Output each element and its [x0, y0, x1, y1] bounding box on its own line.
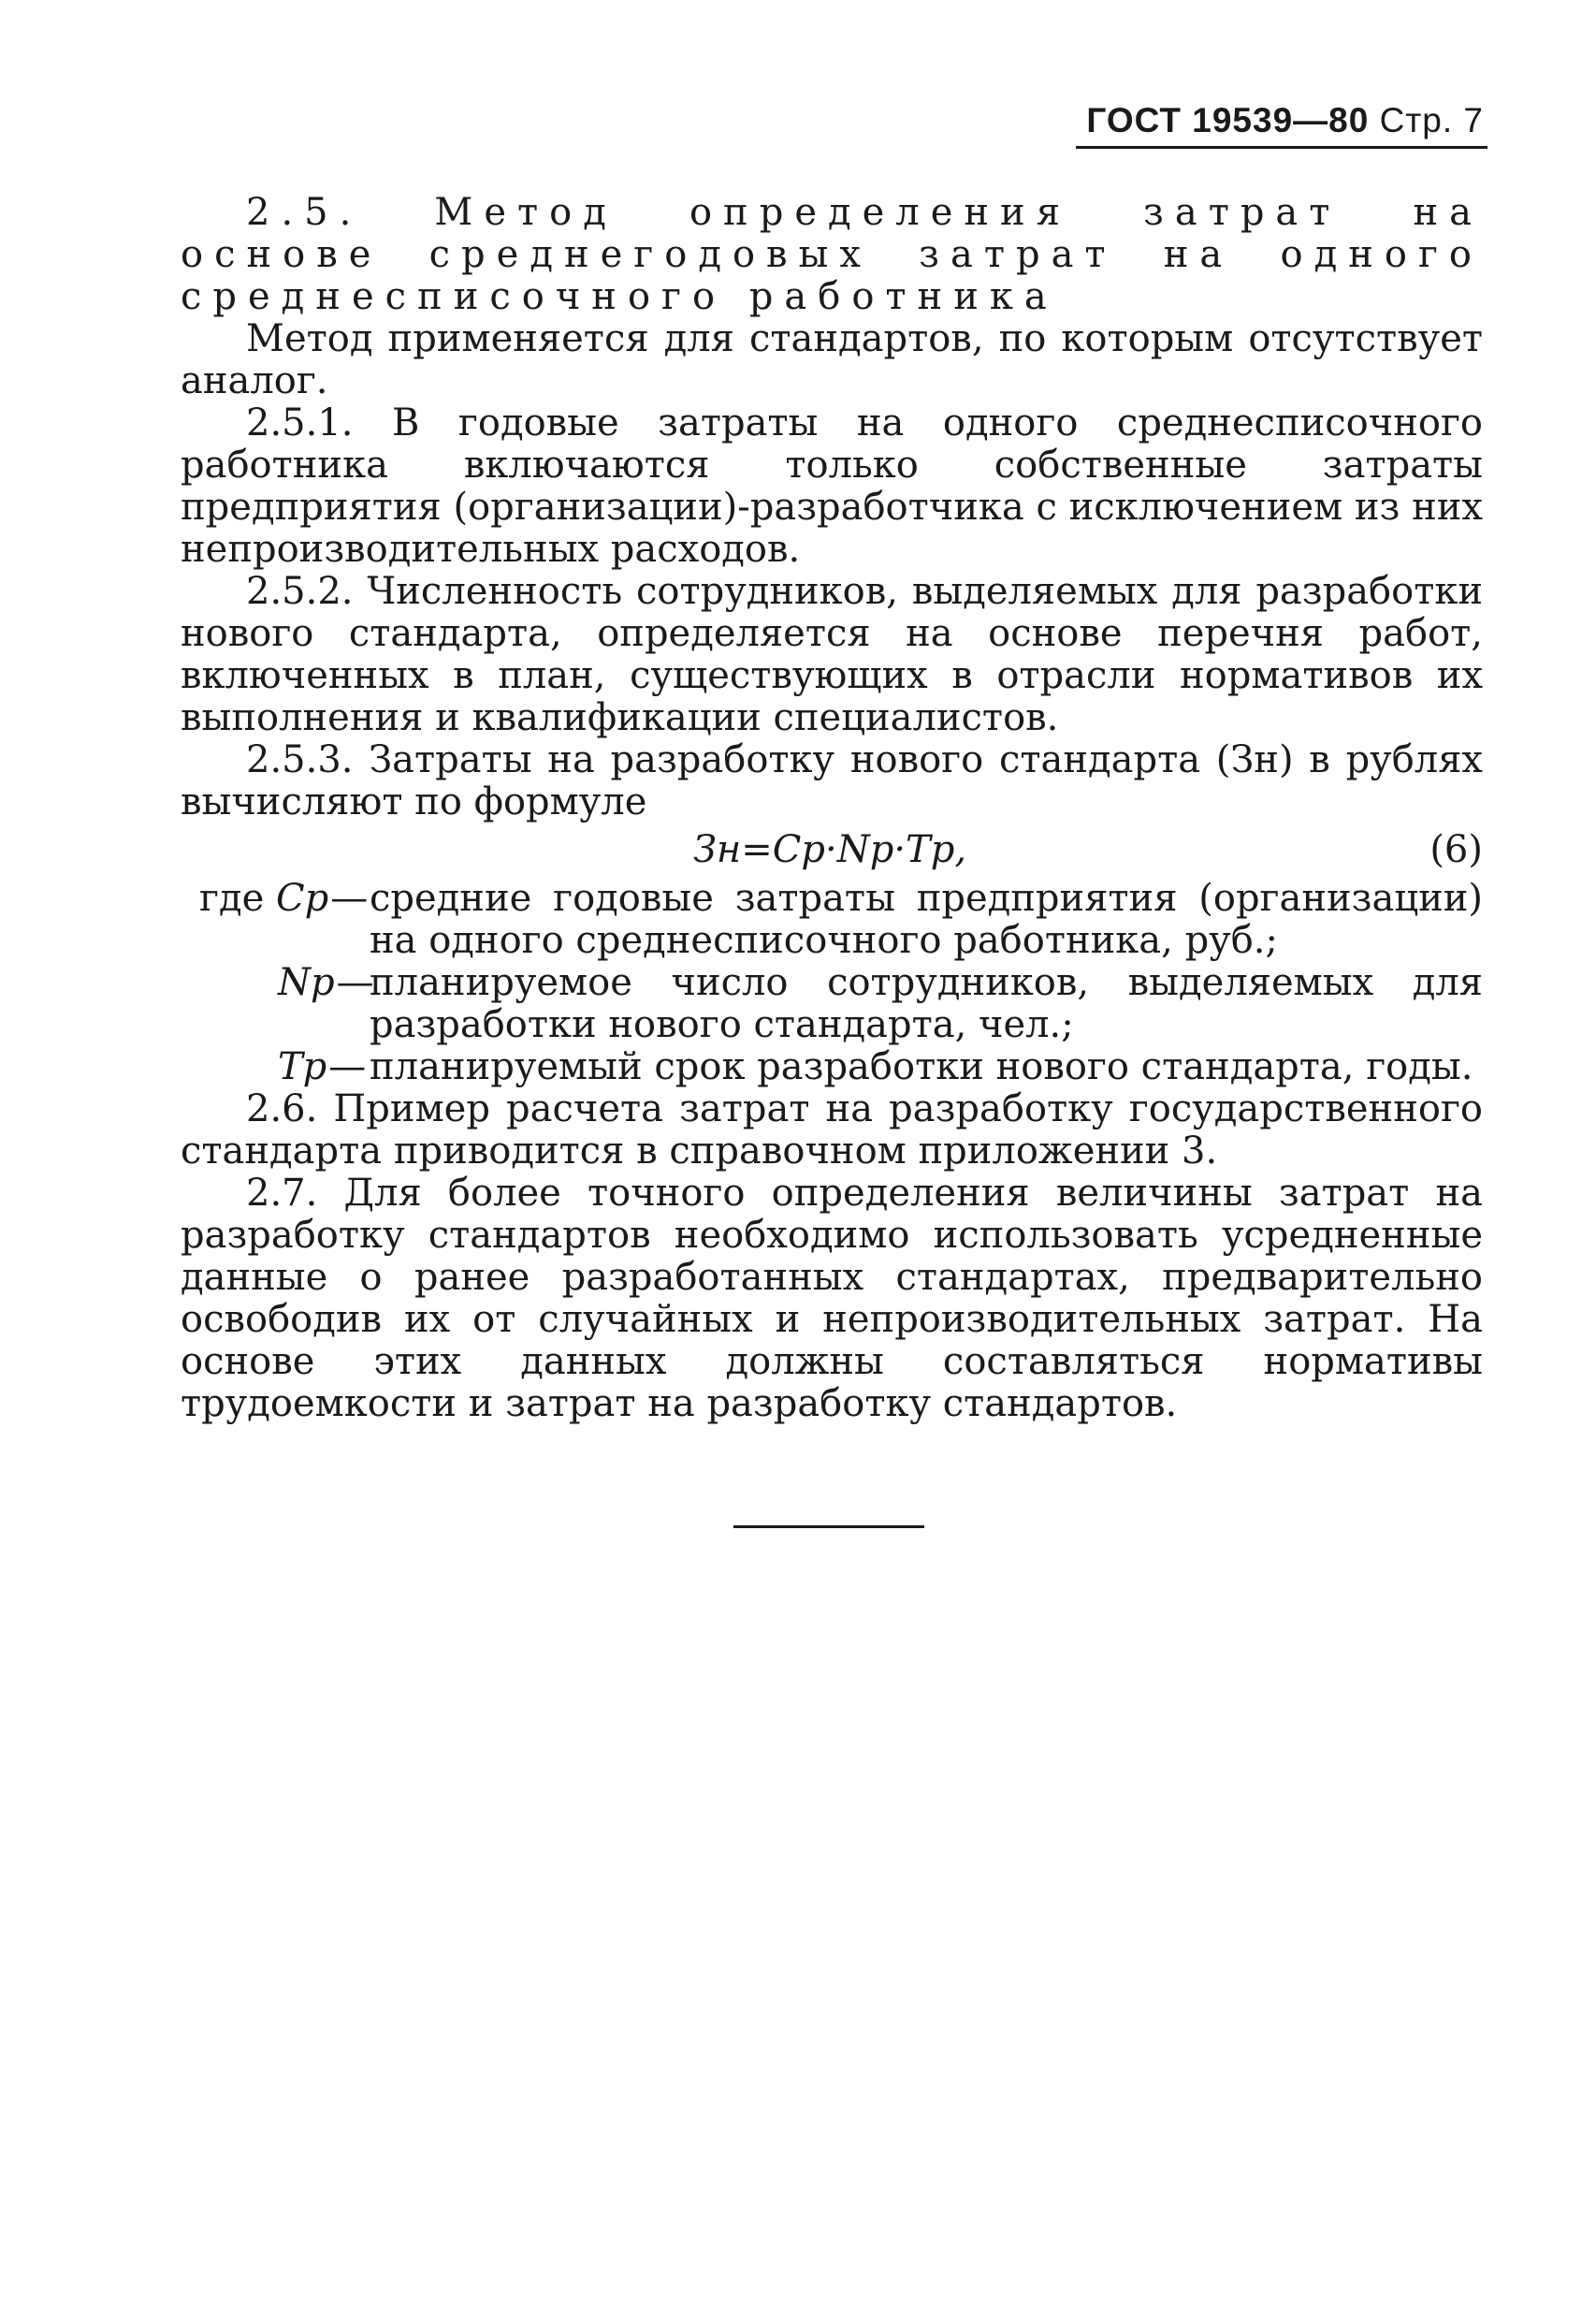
section-heading-2-5: 2.5. Метод определения затрат на основе среднегодовых затрат на одного среднесписочного работника — [181, 191, 1483, 318]
section-2-6: 2.6. Пример расчета затрат на разработку государственного стандарта приводится в справочном приложении 3. — [181, 1087, 1483, 1173]
standard-number: ГОСТ 19539—80 — [1086, 101, 1370, 139]
page-number: Стр. 7 — [1379, 101, 1484, 139]
symbol-cp: Cр — [275, 877, 329, 920]
section-2-5-2: 2.5.2. Численность сотрудников, выделяемых для разработки нового стандарта, определяется на основе перечня работ, включенных в план, существующих в отрасли нормативов их выполнения и квалификации специалистов. — [181, 570, 1483, 739]
running-header — [1086, 101, 1484, 140]
definitions-list — [181, 878, 1483, 1088]
section-2-5-3: 2.5.3. Затраты на разработку нового стандарта (Зн) в рублях вычисляют по формуле — [181, 738, 1483, 823]
body-text — [181, 192, 1483, 1425]
definition-np: планируемое число сотрудников, выделяемых для разработки нового стандарта, чел.; — [370, 961, 1483, 1046]
header-rule — [1076, 146, 1487, 149]
symbol-np: Nр — [278, 961, 335, 1004]
definition-cp: средние годовые затраты предприятия (организации) на одного среднесписочного работника, руб.; — [370, 877, 1483, 962]
definition-row: Tр— планируемый срок разработки нового стандарта, годы. — [181, 1046, 1483, 1088]
symbol-tp: Tр — [278, 1045, 327, 1088]
definition-tp: планируемый срок разработки нового стандарта, годы. — [370, 1045, 1473, 1088]
definition-row: где Cр— средние годовые затраты предприятия (организации) на одного среднесписочного работника, руб.; — [199, 877, 1483, 962]
section-2-5-intro: Метод применяется для стандартов, по которым отсутствует аналог. — [181, 317, 1483, 402]
section-2-7: 2.7. Для более точного определения величины затрат на разработку стандартов необходимо использовать усредненные данные о ранее разработанных стандартах, предварительно освободив их от случайных и непроизводительных затрат. На основе этих данных должны составляться нормативы трудоемкости и затрат на разработку стандартов. — [181, 1172, 1483, 1425]
definition-row: Nр— планируемое число сотрудников, выделяемых для разработки нового стандарта, чел.; — [278, 961, 1483, 1046]
section-2-5-1: 2.5.1. В годовые затраты на одного среднесписочного работника включаются только собственные затраты предприятия (организации)-разработчика с исключением из них непроизводительных расходов. — [181, 401, 1483, 571]
formula-number: (6) — [1429, 828, 1483, 871]
formula-row — [181, 827, 1483, 876]
end-rule — [733, 1525, 924, 1528]
formula-expression: Зн=Cр·Nр·Tр, — [693, 828, 967, 871]
where-label: где — [199, 877, 265, 920]
